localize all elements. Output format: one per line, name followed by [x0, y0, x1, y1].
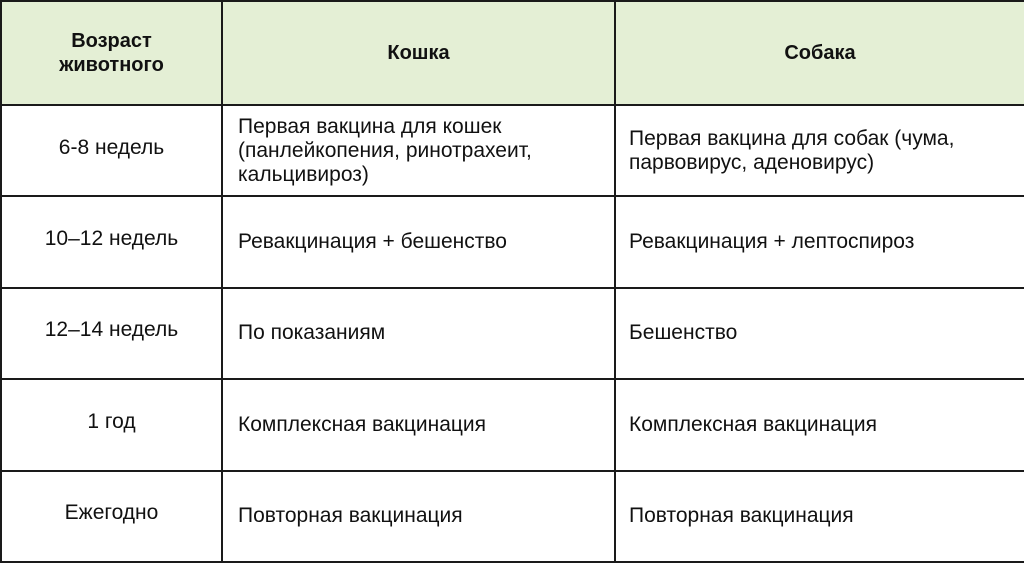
dog-cell — [615, 379, 1024, 470]
cat-vaccine-text: Ревакцинация + бешенство — [238, 230, 507, 254]
cat-cell — [222, 196, 615, 287]
table-row — [1, 196, 1024, 287]
cat-cell — [222, 288, 615, 379]
age-label: 12–14 недель — [44, 318, 179, 342]
dog-cell — [615, 471, 1024, 562]
cat-cell — [222, 105, 615, 196]
age-cell — [1, 379, 222, 470]
header-row — [1, 1, 1024, 105]
header-dog — [615, 1, 1024, 105]
header-cat — [222, 1, 615, 105]
age-cell — [1, 471, 222, 562]
cat-cell — [222, 379, 615, 470]
table-row — [1, 471, 1024, 562]
table-row — [1, 288, 1024, 379]
age-cell — [1, 288, 222, 379]
age-label: 10–12 недель — [44, 227, 179, 251]
header-dog-label: Собака — [784, 42, 856, 64]
table-row — [1, 379, 1024, 470]
header-age-label: Возраст животного — [59, 30, 164, 76]
cat-vaccine-text: Первая вакцина для кошек (панлейкопения, ринотрахеит, кальцивироз) — [238, 114, 532, 186]
age-cell — [1, 105, 222, 196]
age-label: 6-8 недель — [58, 135, 165, 159]
dog-vaccine-text: Ревакцинация + лептоспироз — [629, 230, 915, 254]
dog-vaccine-text: Первая вакцина для собак (чума, парвовирус, аденовирус) — [629, 126, 955, 174]
dog-vaccine-text: Повторная вакцинация — [629, 504, 854, 528]
header-cat-label: Кошка — [387, 42, 450, 64]
dog-cell — [615, 105, 1024, 196]
cat-vaccine-text: Комплексная вакцинация — [238, 412, 487, 436]
cat-vaccine-text: По показаниям — [238, 321, 386, 345]
cat-cell — [222, 471, 615, 562]
cat-vaccine-text: Повторная вакцинация — [238, 504, 463, 528]
age-label: Ежегодно — [64, 501, 159, 525]
header-age — [1, 1, 222, 105]
table-row — [1, 105, 1024, 196]
dog-vaccine-text: Комплексная вакцинация — [629, 412, 878, 436]
dog-cell — [615, 196, 1024, 287]
age-cell — [1, 196, 222, 287]
dog-vaccine-text: Бешенство — [629, 321, 738, 345]
dog-cell — [615, 288, 1024, 379]
age-label: 1 год — [87, 409, 136, 433]
